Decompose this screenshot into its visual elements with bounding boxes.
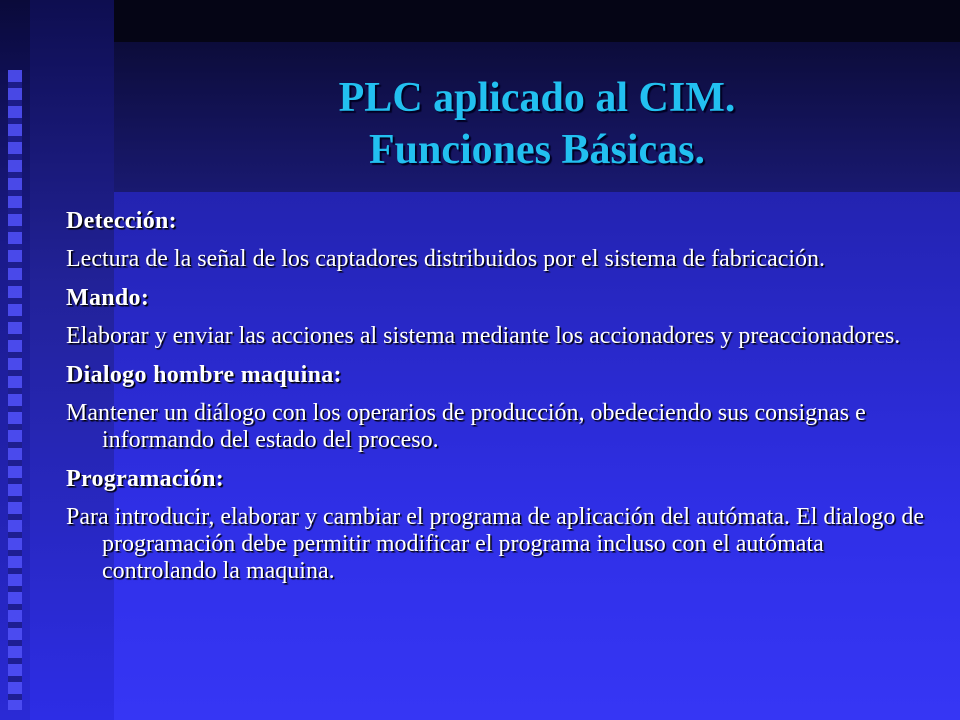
left-decorative-strip	[0, 0, 30, 720]
section-heading-deteccion: Detección:	[66, 208, 177, 234]
left-square-pattern	[8, 70, 22, 710]
slide-title	[114, 72, 960, 176]
section-text-mando: Elaborar y enviar las acciones al sistema mediante los accionadores y preaccionadores.	[66, 323, 901, 349]
section-text-programacion: Para introducir, elaborar y cambiar el programa de aplicación del autómata. El dialogo de programación debe permitir modificar el programa incluso con el autómata controlando la maquina.	[66, 504, 925, 584]
slide-title-line-2: Funciones Básicas.	[368, 127, 706, 173]
section-text-deteccion: Lectura de la señal de los captadores distribuidos por el sistema de fabricación.	[66, 246, 826, 272]
section-heading-programacion: Programación:	[66, 466, 225, 492]
slide-body	[66, 208, 926, 597]
section-text-dialogo: Mantener un diálogo con los operarios de producción, obedeciendo sus consignas e informando del estado del proceso.	[66, 400, 866, 453]
section-heading-mando: Mando:	[66, 285, 150, 311]
slide-title-line-1: PLC aplicado al CIM.	[338, 75, 736, 121]
section-heading-dialogo: Dialogo hombre maquina:	[66, 362, 342, 388]
top-dark-bar	[114, 0, 960, 42]
